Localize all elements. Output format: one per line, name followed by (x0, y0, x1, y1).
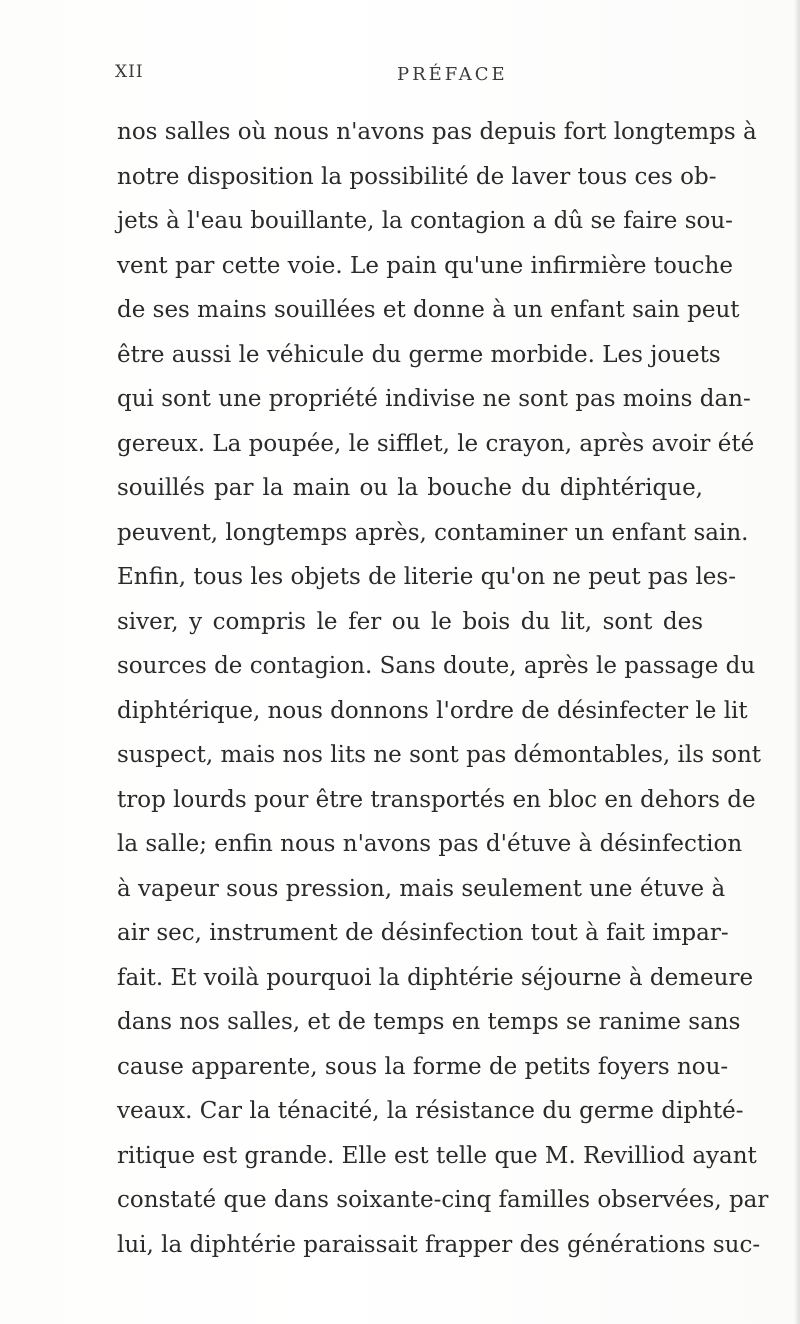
page-number: XII (115, 62, 144, 82)
text-line: veaux. Car la ténacité, la résistance du germe diphté- (117, 1098, 744, 1124)
text-line: dans nos salles, et de temps en temps se ranime sans (117, 1009, 741, 1035)
text-line: lui, la diphtérie paraissait frapper des générations suc- (117, 1231, 761, 1258)
text-line: diphtérique, nous donnons l'ordre de désinfecter le lit (117, 697, 748, 724)
text-line: constaté que dans soixante-cinq familles observées, par (117, 1187, 769, 1213)
text-line: notre disposition la possibilité de laver tous ces ob- (117, 163, 717, 190)
text-line: à vapeur sous pression, mais seulement une étuve à (117, 875, 726, 902)
text-line: vent par cette voie. Le pain qu'une infirmière touche (117, 252, 733, 279)
body-text (117, 110, 769, 1267)
text-line: nos salles où nous n'avons pas depuis fort longtemps à (117, 119, 757, 145)
text-line: la salle; enfin nous n'avons pas d'étuve à désinfection (117, 831, 743, 857)
text-line: cause apparente, sous la forme de petits foyers nou- (117, 1053, 729, 1080)
text-line: siver, y compris le fer ou le bois du lit, sont des (117, 608, 703, 635)
text-line: gereux. La poupée, le sifflet, le crayon, après avoir été (117, 430, 755, 457)
text-line: être aussi le véhicule du germe morbide. Les jouets (117, 341, 721, 368)
text-line: fait. Et voilà pourquoi la diphtérie séjourne à demeure (117, 964, 754, 991)
page-edge-shadow (794, 0, 800, 1324)
text-line: souillés par la main ou la bouche du diphtérique, (117, 475, 703, 501)
text-line: qui sont une propriété indivise ne sont pas moins dan- (117, 386, 751, 412)
text-line: Enfin, tous les objets de literie qu'on ne peut pas les- (117, 564, 736, 590)
text-line: sources de contagion. Sans doute, après le passage du (117, 653, 756, 679)
text-line: suspect, mais nos lits ne sont pas démontables, ils sont (117, 742, 762, 768)
text-line: de ses mains souillées et donne à un enfant sain peut (117, 297, 740, 323)
text-line: trop lourds pour être transportés en bloc en dehors de (117, 786, 756, 813)
text-line: ritique est grande. Elle est telle que M. Revilliod ayant (117, 1142, 757, 1169)
text-line: air sec, instrument de désinfection tout à fait impar- (117, 920, 729, 946)
text-line: peuvent, longtemps après, contaminer un enfant sain. (117, 519, 749, 546)
running-head: PRÉFACE (397, 64, 508, 85)
text-line: jets à l'eau bouillante, la contagion a dû se faire sou- (117, 208, 733, 234)
